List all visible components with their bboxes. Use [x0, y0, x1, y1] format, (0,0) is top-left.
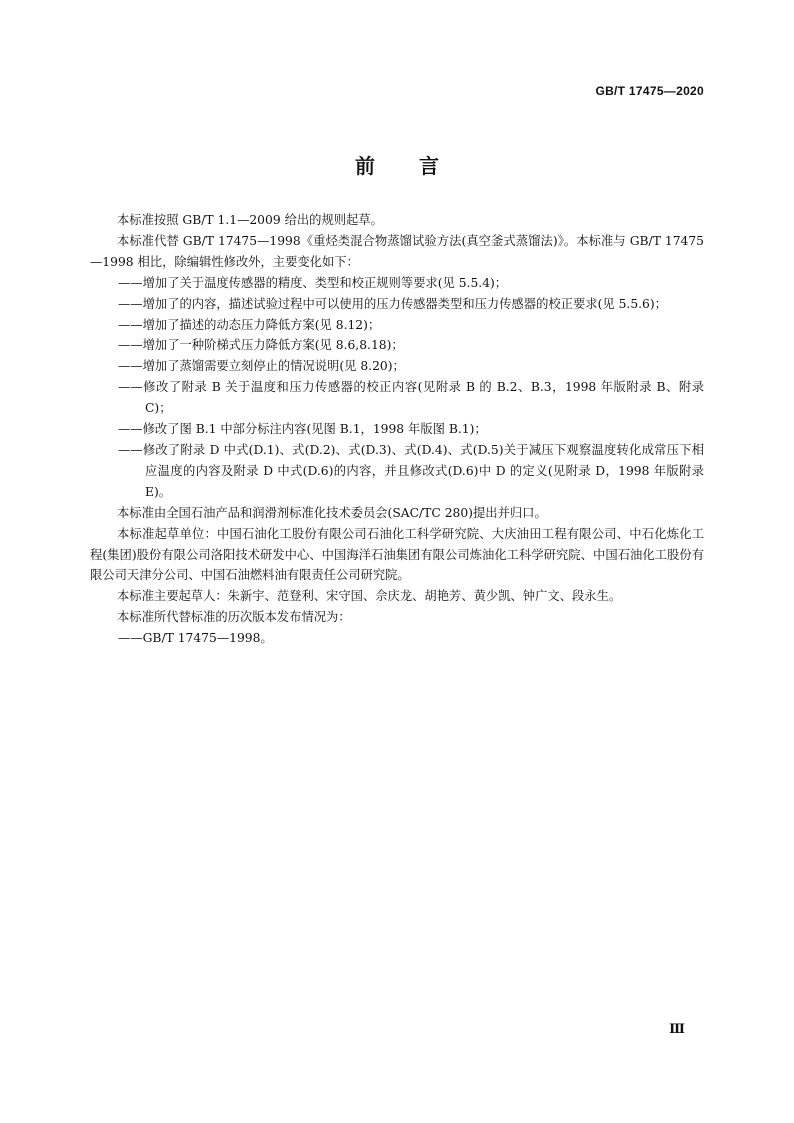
change-item: ——增加了描述的动态压力降低方案(见 8.12)； — [118, 317, 381, 332]
change-item: ——修改了图 B.1 中部分标注内容(见图 B.1，1998 年版图 B.1)； — [118, 422, 487, 437]
document-body — [90, 210, 704, 649]
change-item: ——修改了附录 D 中式(D.1)、式(D.2)、式(D.3)、式(D.4)、式(D.5)关于减压下观察温度转化成常压下相应温度的内容及附录 D 中式(D.6)的内容，并且修改式(D.6)中 D 的定义(见附录 D，1998 年版附录 E)。 — [118, 442, 704, 499]
page-title: 前言 — [355, 154, 483, 178]
change-item: ——增加了关于温度传感器的精度、类型和校正规则等要求(见 5.5.4)； — [118, 275, 508, 290]
committee-paragraph: 本标准由全国石油产品和润滑剂标准化技术委员会(SAC/TC 280)提出并归口。 — [117, 505, 547, 520]
change-item: ——增加了一种阶梯式压力降低方案(见 8.6,8.18)； — [118, 338, 404, 353]
history-paragraph: 本标准所代替标准的历次版本发布情况为： — [117, 610, 351, 625]
change-item: ——增加了的内容，描述试验过程中可以使用的压力传感器类型和压力传感器的校正要求(见 5.5.6)； — [118, 296, 667, 311]
drafting-rules-paragraph: 本标准按照 GB/T 1.1—2009 给出的规则起草。 — [117, 213, 383, 227]
drafters-paragraph: 本标准主要起草人：朱新宇、范登利、宋守国、佘庆龙、胡艳芳、黄少凯、钟广文、段永生。 — [117, 589, 622, 604]
change-item: ——修改了附录 B 关于温度和压力传感器的校正内容(见附录 B 的 B.2、B.3，1998 年版附录 B、附录 C)； — [118, 380, 704, 416]
drafting-units-paragraph: 本标准起草单位：中国石油化工股份有限公司石油化工科学研究院、大庆油田工程有限公司、中石化炼化工程(集团)股份有限公司洛阳技术研发中心、中国海洋石油集团有限公司炼油化工科学研究院、中国石油化工股份有限公司天津分公司、中国石油燃料油有限责任公司研究院。 — [90, 526, 704, 583]
history-item: ——GB/T 17475—1998。 — [118, 631, 273, 646]
page-number: Ⅲ — [669, 1021, 685, 1036]
standard-number: GB/T 17475—2020 — [595, 84, 704, 98]
replacement-paragraph: 本标准代替 GB/T 17475—1998《重烃类混合物蒸馏试验方法(真空釜式蒸馏法)》。本标准与 GB/T 17475—1998 相比，除编辑性修改外，主要变化如下： — [90, 233, 704, 269]
change-item: ——增加了蒸馏需要立刻停止的情况说明(见 8.20)； — [118, 359, 405, 374]
